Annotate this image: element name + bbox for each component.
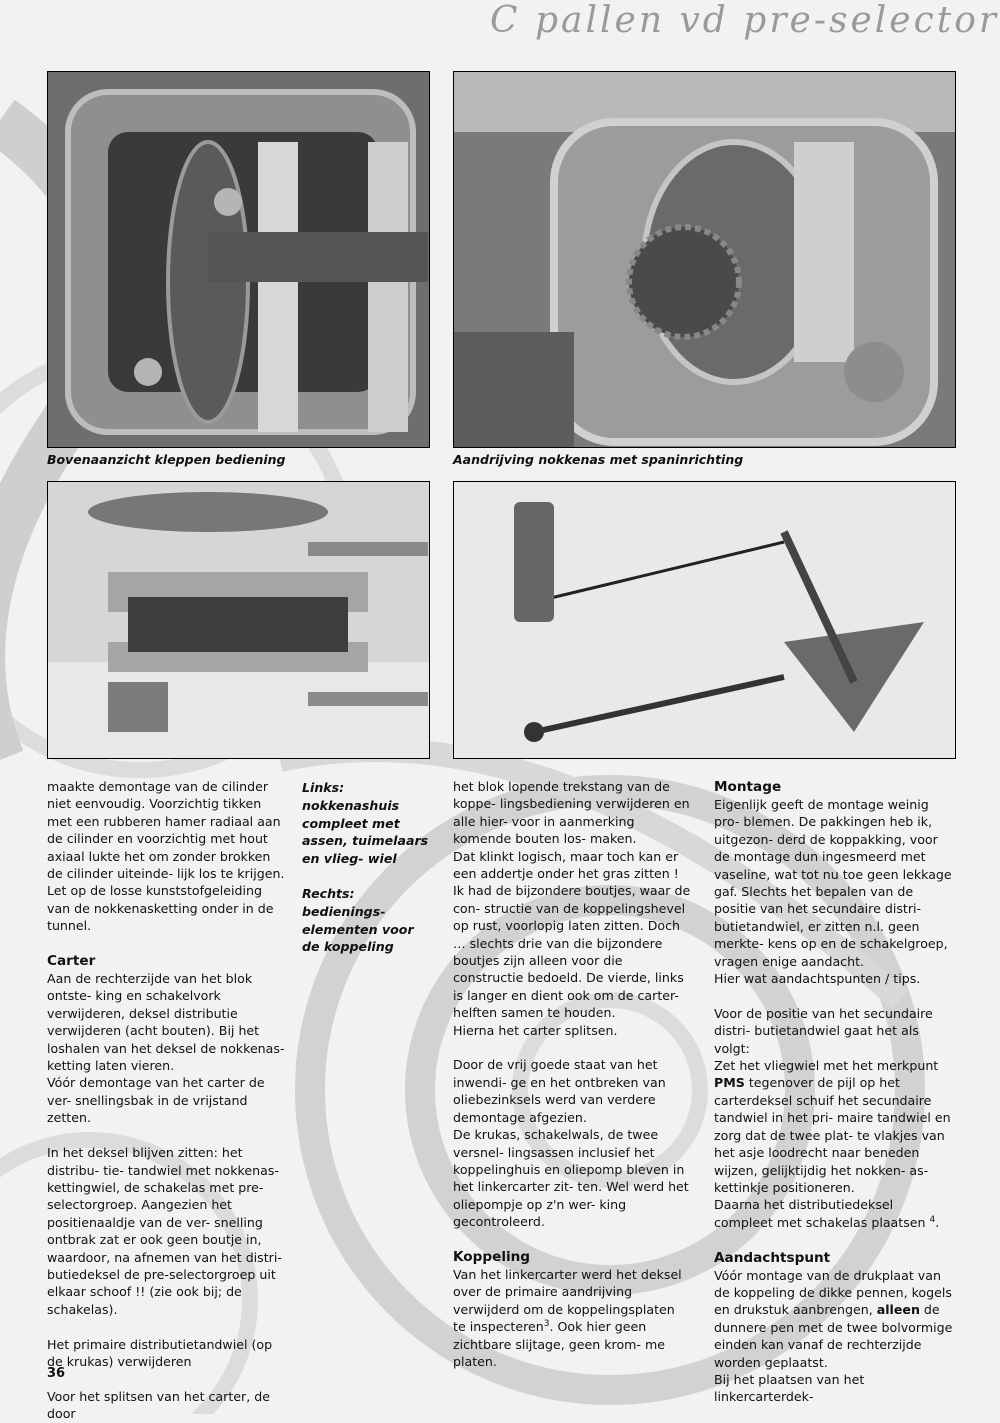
text: tegenover de pijl op het carterdeksel schuif het secundaire tandwiel in het pri- maire tandwiel en zorg dat de twee plat- te vlakjes van het asje loodrecht naar beneden wijzen, gelijktijdig het nokken- as- kettinkje positioneren. bbox=[714, 1075, 951, 1195]
paragraph bbox=[453, 1266, 691, 1370]
text: Daarna het distributiedeksel compleet met schakelas plaatsen bbox=[714, 1197, 930, 1230]
paragraph bbox=[714, 1057, 954, 1196]
footnote-marker: 3 bbox=[543, 1318, 550, 1329]
text: Vóór montage van de drukplaat van de koppeling de dikke pennen, kogels en drukstuk aanbrengen, bbox=[714, 1267, 952, 1318]
text: de dunnere pen met de twee bolvormige einden kan vanaf de rechterzijde worden geplaatst. bbox=[714, 1302, 953, 1370]
paragraph: maakte demontage van de cilinder niet eenvoudig. Voorzichtig tikken met een rubberen hamer radiaal aan de cilinder en voorzichtig met hout axiaal lukte het om zonder brokken de cilinder uiteinde- lijk los te krijgen. bbox=[47, 779, 285, 882]
paragraph: Het primaire distributietandwiel (op de krukas) verwijderen bbox=[47, 1336, 273, 1369]
paragraph: Voor het splitsen van het carter, de door bbox=[47, 1388, 270, 1422]
paragraph: Vóór demontage van het carter de ver- snellingsbak in de vrijstand zetten. bbox=[47, 1075, 265, 1126]
paragraph: Aan de rechterzijde van het blok ontste- king en schakelvork verwijderen, deksel distributie verwijderen (acht bouten). Bij het loshalen van het deksel de nokkenas- ketting laten vieren. bbox=[47, 971, 285, 1074]
heading-aandachtspunt: Aandachtspunt bbox=[714, 1249, 831, 1266]
heading-carter: Carter bbox=[47, 953, 96, 970]
text: . Ook hier geen zichtbare slijtage, geen krom- me platen. bbox=[453, 1319, 665, 1369]
bold-term: alleen bbox=[876, 1302, 920, 1318]
paragraph: De krukas, schakelwals, de twee versnel- lingsassen inclusief het koppelinghuis en oliepomp bleven in het linkercarter zit- ten. Wel werd het oliepompje op z'n wer- king gecontroleerd. bbox=[453, 1127, 689, 1230]
text: . bbox=[935, 1214, 940, 1230]
paragraph: Hierna het carter splitsen. bbox=[453, 1022, 618, 1038]
photo-clutch-controls bbox=[453, 481, 956, 759]
photo-caption: Bovenaanzicht kleppen bediening bbox=[47, 452, 286, 467]
photo-side-caption bbox=[302, 779, 432, 956]
text: Van het linkercarter werd het deksel over de primaire aandrijving verwijderd om de koppelingsplaten te inspecteren bbox=[453, 1266, 682, 1335]
paragraph: het blok lopende trekstang van de koppe- lingsbediening verwijderen en alle hier- voor in aanmerking komende bouten los- maken. bbox=[453, 779, 690, 847]
paragraph: Dat klinkt logisch, maar toch kan er een addertje onder het gras zitten ! bbox=[453, 848, 679, 882]
footnote-marker: 4 bbox=[929, 1214, 936, 1225]
photo-valve-gear-top-view bbox=[47, 71, 430, 448]
page-number: 36 bbox=[47, 1366, 66, 1381]
paragraph: Door de vrij goede staat van het inwendi- ge en het ontbreken van oliebezinksels werd van verdere demontage afgezien. bbox=[453, 1057, 666, 1125]
handwritten-note: C pallen vd pre-selector bbox=[490, 0, 1000, 41]
photo-camshaft-housing bbox=[47, 481, 430, 759]
text: Zet het vliegwiel met het merkpunt bbox=[714, 1058, 939, 1074]
paragraph bbox=[714, 1196, 954, 1231]
paragraph: Ik had de bijzondere boutjes, waar de con- structie van de koppelingshevel op rust, voorlopig laten zitten. Doch … slechts drie van die bijzondere boutjes zijn alleen voor die constructie bedoeld. De vierde, links is langer en dient ook om de carter- helften samen te houden. bbox=[453, 883, 691, 1021]
caption-right: Rechts: bedienings- elementen voor de koppeling bbox=[302, 885, 414, 955]
text-column-3 bbox=[714, 778, 954, 1406]
paragraph: Eigenlijk geeft de montage weinig pro- blemen. De pakkingen heb ik, uitgezon- derd de koppakking, voor de montage dun ingesmeerd met vaseline, wat tot nu toe geen lekkage gaf. Slechts het bepalen van de positie van het secundaire distri- butietandwiel, er zitten n.l. geen merkte- kens op en de schakelgroep, vragen enige aandacht. bbox=[714, 797, 952, 969]
paragraph: In het deksel blijven zitten: het distribu- tie- tandwiel met nokkenas-kettingwiel, de schakelas met pre-selectorgroep. Aangezien het positienaaldje van de ver- snelling ontbrak zat er ook geen boutje in, waardoor, na afnemen van het distri- butiedeksel de pre-selectorgroep uit elkaar schoof !! (zie ook bij; de schakelas). bbox=[47, 1145, 282, 1317]
photo-caption: Aandrijving nokkenas met spaninrichting bbox=[453, 452, 744, 467]
heading-montage: Montage bbox=[714, 779, 782, 795]
paragraph: Let op de losse kunststofgeleiding van de nokkenasketting onder in de tunnel. bbox=[47, 883, 274, 934]
photo-camshaft-drive bbox=[453, 71, 956, 448]
paragraph: Voor de positie van het secundaire distri- butietandwiel gaat het als volgt: bbox=[714, 1005, 933, 1056]
paragraph: Bij het plaatsen van het linkercarterdek- bbox=[714, 1371, 865, 1405]
bold-term: PMS bbox=[714, 1075, 745, 1091]
paragraph bbox=[714, 1267, 954, 1371]
text-column-1 bbox=[47, 778, 285, 1423]
text-column-2 bbox=[453, 778, 691, 1370]
paragraph: Hier wat aandachtspunten / tips. bbox=[714, 971, 921, 987]
heading-koppeling: Koppeling bbox=[453, 1248, 531, 1265]
caption-left: Links: nokkenashuis compleet met assen, tuimelaars en vlieg- wiel bbox=[302, 780, 429, 867]
